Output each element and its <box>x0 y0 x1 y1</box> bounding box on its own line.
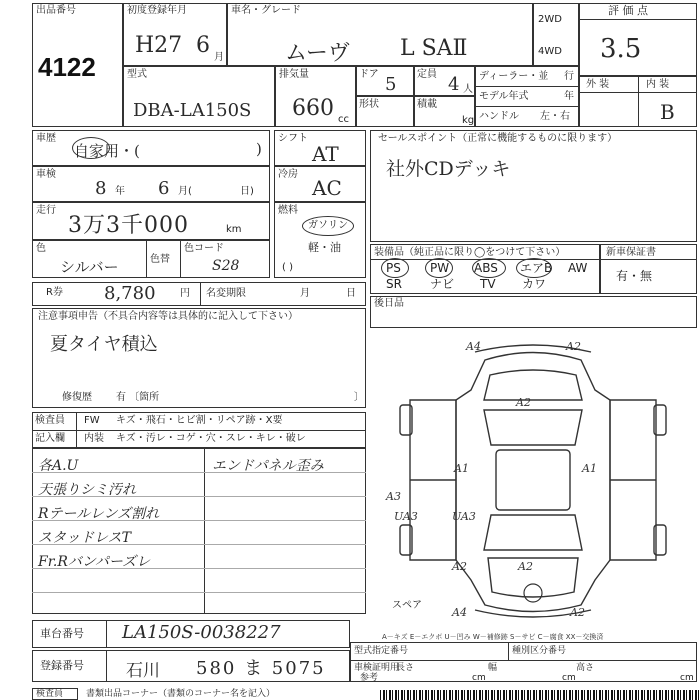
plate-number: 580 ま 5075 <box>196 658 326 679</box>
warranty-div <box>600 259 697 260</box>
diag-label-a2-rear-left: A2 <box>452 560 467 573</box>
ext-int-split <box>638 76 639 127</box>
capacity-label: 定員 <box>417 69 437 80</box>
color: シルバー <box>60 258 119 276</box>
history-box <box>32 130 270 166</box>
load-unit: kg <box>462 115 475 126</box>
cm-unit-2: cm <box>562 673 576 683</box>
sales-point: 社外CDデッキ <box>386 158 511 180</box>
recycle-amount: 8,780 <box>104 283 156 304</box>
drive-4wd: 4WD <box>538 46 562 57</box>
equip-leather: カワ <box>522 277 547 291</box>
grade: L SAⅡ <box>400 36 468 61</box>
doors: 5 <box>385 74 397 95</box>
cm-unit-1: cm <box>472 673 486 683</box>
steering-label: ハンドル <box>479 111 519 122</box>
model-year-suffix: 年 <box>564 91 574 102</box>
plate-split <box>106 650 107 682</box>
recycle-label: R券 <box>46 287 63 298</box>
drive-2wd: 2WD <box>538 14 562 25</box>
history-label: 車歴 <box>36 133 56 144</box>
insp-day-unit: 日) <box>240 186 254 197</box>
comment-1: 各A.U <box>38 458 79 474</box>
exterior-label: 外 装 <box>586 79 610 90</box>
car-diagram <box>370 330 697 630</box>
load-label: 積載 <box>417 99 437 110</box>
lot-number: 4122 <box>38 52 96 82</box>
ac-label: 冷房 <box>278 169 298 180</box>
fw-label: FW <box>84 415 100 426</box>
dealer-div2 <box>475 106 579 107</box>
repair-value: 有 〔箇所 <box>116 392 160 403</box>
ext-int-div <box>579 92 697 93</box>
repair-close: 〕 <box>354 392 364 403</box>
recycle-unit: 円 <box>180 288 190 299</box>
comment-2: 天張りシミ汚れ <box>38 482 136 498</box>
displacement: 660 <box>292 96 334 121</box>
chassis-number: LA150S-0038227 <box>122 622 281 643</box>
mileage-unit: km <box>226 224 242 235</box>
equip-navi: ナビ <box>430 277 455 291</box>
lot-label: 出品番号 <box>36 5 76 16</box>
fuel-gasoline: ガソリン <box>308 220 348 231</box>
notes-text: 夏タイヤ積込 <box>50 334 158 355</box>
fuel-paren: ( ) <box>282 262 293 273</box>
ac: AC <box>312 176 342 200</box>
shape-label: 形状 <box>359 99 379 110</box>
name-change-day: 日 <box>346 288 356 299</box>
equip-aw: AW <box>568 261 588 275</box>
capacity-unit: 人 <box>463 84 473 95</box>
diag-label-a2-bottom: A2 <box>570 606 585 619</box>
mileage: 3万3千000 <box>68 213 189 238</box>
fuel-diesel: 軽・油 <box>308 241 341 254</box>
rear-box <box>370 296 697 328</box>
spec-div <box>350 660 697 661</box>
equipment-label: 装備品（純正品に限り◯をつけて下さい） <box>374 247 566 258</box>
equip-ps: PS <box>386 261 401 275</box>
reg-era: H27 <box>135 33 183 58</box>
car-name: ムーヴ <box>285 41 350 66</box>
color-label: 色 <box>36 243 46 254</box>
doors-label: ドア <box>359 69 379 80</box>
mileage-label: 走行 <box>36 205 56 216</box>
color-code-label: 色コード <box>184 243 224 254</box>
diag-label-a2-top: A2 <box>566 340 581 353</box>
displacement-unit: cc <box>338 114 349 125</box>
sales-label: セールスポイント（正常に機能するものに限ります） <box>378 133 618 144</box>
diag-label-a1-left: A1 <box>454 462 469 475</box>
first-reg-label: 初度登録年月 <box>127 5 187 16</box>
reg-type-label: 型式指定番号 <box>354 646 409 656</box>
eval-score: 3.5 <box>600 34 642 64</box>
eval-divider <box>579 19 697 20</box>
barcode <box>380 690 700 700</box>
inspector-split <box>76 412 77 448</box>
plate-label: 登録番号 <box>40 659 84 672</box>
reg-month-unit: 月 <box>214 52 224 63</box>
equip-airbag: エアB <box>520 261 553 275</box>
comment-5: Fr.Rバンパーズレ <box>38 554 151 570</box>
inspector-div <box>32 430 366 431</box>
color-change-label: 色替 <box>150 254 170 265</box>
dealer-div1 <box>475 86 579 87</box>
width-label: 幅 <box>488 663 498 673</box>
comment-4: スタッドレスT <box>38 530 131 546</box>
comment-3: Rテールレンズ割れ <box>38 506 160 522</box>
insp-month-unit: 月( <box>178 186 192 197</box>
shift-label: シフト <box>278 133 308 144</box>
spare-tire-icon <box>524 584 542 602</box>
steering-value: 左・右 <box>540 111 570 122</box>
capacity: 4 <box>448 74 460 95</box>
model-code: DBA-LA150S <box>133 100 252 121</box>
height-label: 高さ <box>576 663 595 673</box>
fuel-label: 燃料 <box>278 205 298 216</box>
dealer-label: ディーラー・並 <box>479 71 549 82</box>
inspector-label2: 記入欄 <box>35 433 65 444</box>
cert-label: 車検証明用 <box>354 663 400 673</box>
ref-label: 参考 <box>360 673 379 683</box>
cm-unit-3: cm <box>680 673 694 683</box>
bottom-text: 書類出品コーナー（書類のコーナー名を記入） <box>86 689 276 699</box>
recycle-split <box>200 282 201 306</box>
recycle-box <box>32 282 366 306</box>
interior-items: キズ・汚レ・コゲ・穴・スレ・キレ・破レ <box>116 433 306 444</box>
inspector-interior-label: 内装 <box>84 433 104 444</box>
repair-label: 修復歴 <box>62 392 92 403</box>
diag-label-a3: A3 <box>386 490 401 503</box>
car-name-label: 車名・グレード <box>231 5 301 16</box>
diag-label-a4-bottom: A4 <box>452 606 467 619</box>
sales-box <box>370 130 697 242</box>
fw-items: キズ・飛石・ヒビ割・リペア跡・X要 <box>116 415 283 426</box>
model-label: 型式 <box>127 69 147 80</box>
diag-label-a2-rear: A2 <box>518 560 533 573</box>
equip-tv: TV <box>480 277 496 291</box>
model-year-label: モデル年式 <box>479 91 529 102</box>
diag-label-a1-right: A1 <box>582 462 597 475</box>
engine-note: エンドパネル歪み <box>212 458 324 474</box>
insp-year: 8 <box>95 178 107 199</box>
class-label: 種別区分番号 <box>512 646 567 656</box>
reg-month: 6 <box>196 33 210 58</box>
spec-split <box>508 642 509 660</box>
plate-region: 石川 <box>126 661 160 681</box>
diag-label-ua3-left: UA3 <box>394 510 418 523</box>
spare-label: スペア <box>392 600 422 611</box>
history-close: ) <box>256 140 262 158</box>
shift: AT <box>312 142 339 166</box>
chassis-label: 車台番号 <box>40 627 84 640</box>
equip-abs: ABS <box>474 261 498 275</box>
c-l6 <box>32 592 366 593</box>
length-label: 長さ <box>396 663 415 673</box>
color-split <box>146 240 147 278</box>
chassis-split <box>106 620 107 648</box>
equip-pw: PW <box>430 261 450 275</box>
eval-label: 評 価 点 <box>608 4 648 17</box>
legend-line1: A－キズ E－エクボ U－凹み W－補修跡 S－サビ C－腐食 XX－交換済 <box>382 633 604 641</box>
color-code: S28 <box>212 258 240 274</box>
diag-label-a4-top: A4 <box>466 340 481 353</box>
insp-year-unit: 年 <box>115 186 125 197</box>
name-change-month: 月 <box>300 288 310 299</box>
inspector-label1: 検査員 <box>35 415 65 426</box>
diag-label-ua3-right: UA3 <box>452 510 476 523</box>
color-split2 <box>180 240 181 278</box>
interior-score: B <box>660 100 675 124</box>
insp-month: 6 <box>158 178 170 199</box>
interior-label: 内 装 <box>646 79 670 90</box>
warranty-label: 新車保証書 <box>606 247 656 258</box>
equip-sr: SR <box>386 277 402 291</box>
inspection-label: 車検 <box>36 169 56 180</box>
name-change-label: 名変期限 <box>206 288 246 299</box>
displacement-label: 排気量 <box>279 69 309 80</box>
diag-label-a2-hood: A2 <box>516 396 531 409</box>
bottom-left-label: 検査員 <box>36 689 64 699</box>
rear-seat-label: 後日品 <box>374 298 404 309</box>
inspection-box <box>32 166 270 202</box>
warranty-value: 有・無 <box>616 269 653 283</box>
history-value: 自家用・( <box>74 142 140 160</box>
notes-label: 注意事項申告（不具合内容等は具体的に記入して下さい） <box>38 311 298 322</box>
dealer-suffix: 行 <box>564 71 574 82</box>
